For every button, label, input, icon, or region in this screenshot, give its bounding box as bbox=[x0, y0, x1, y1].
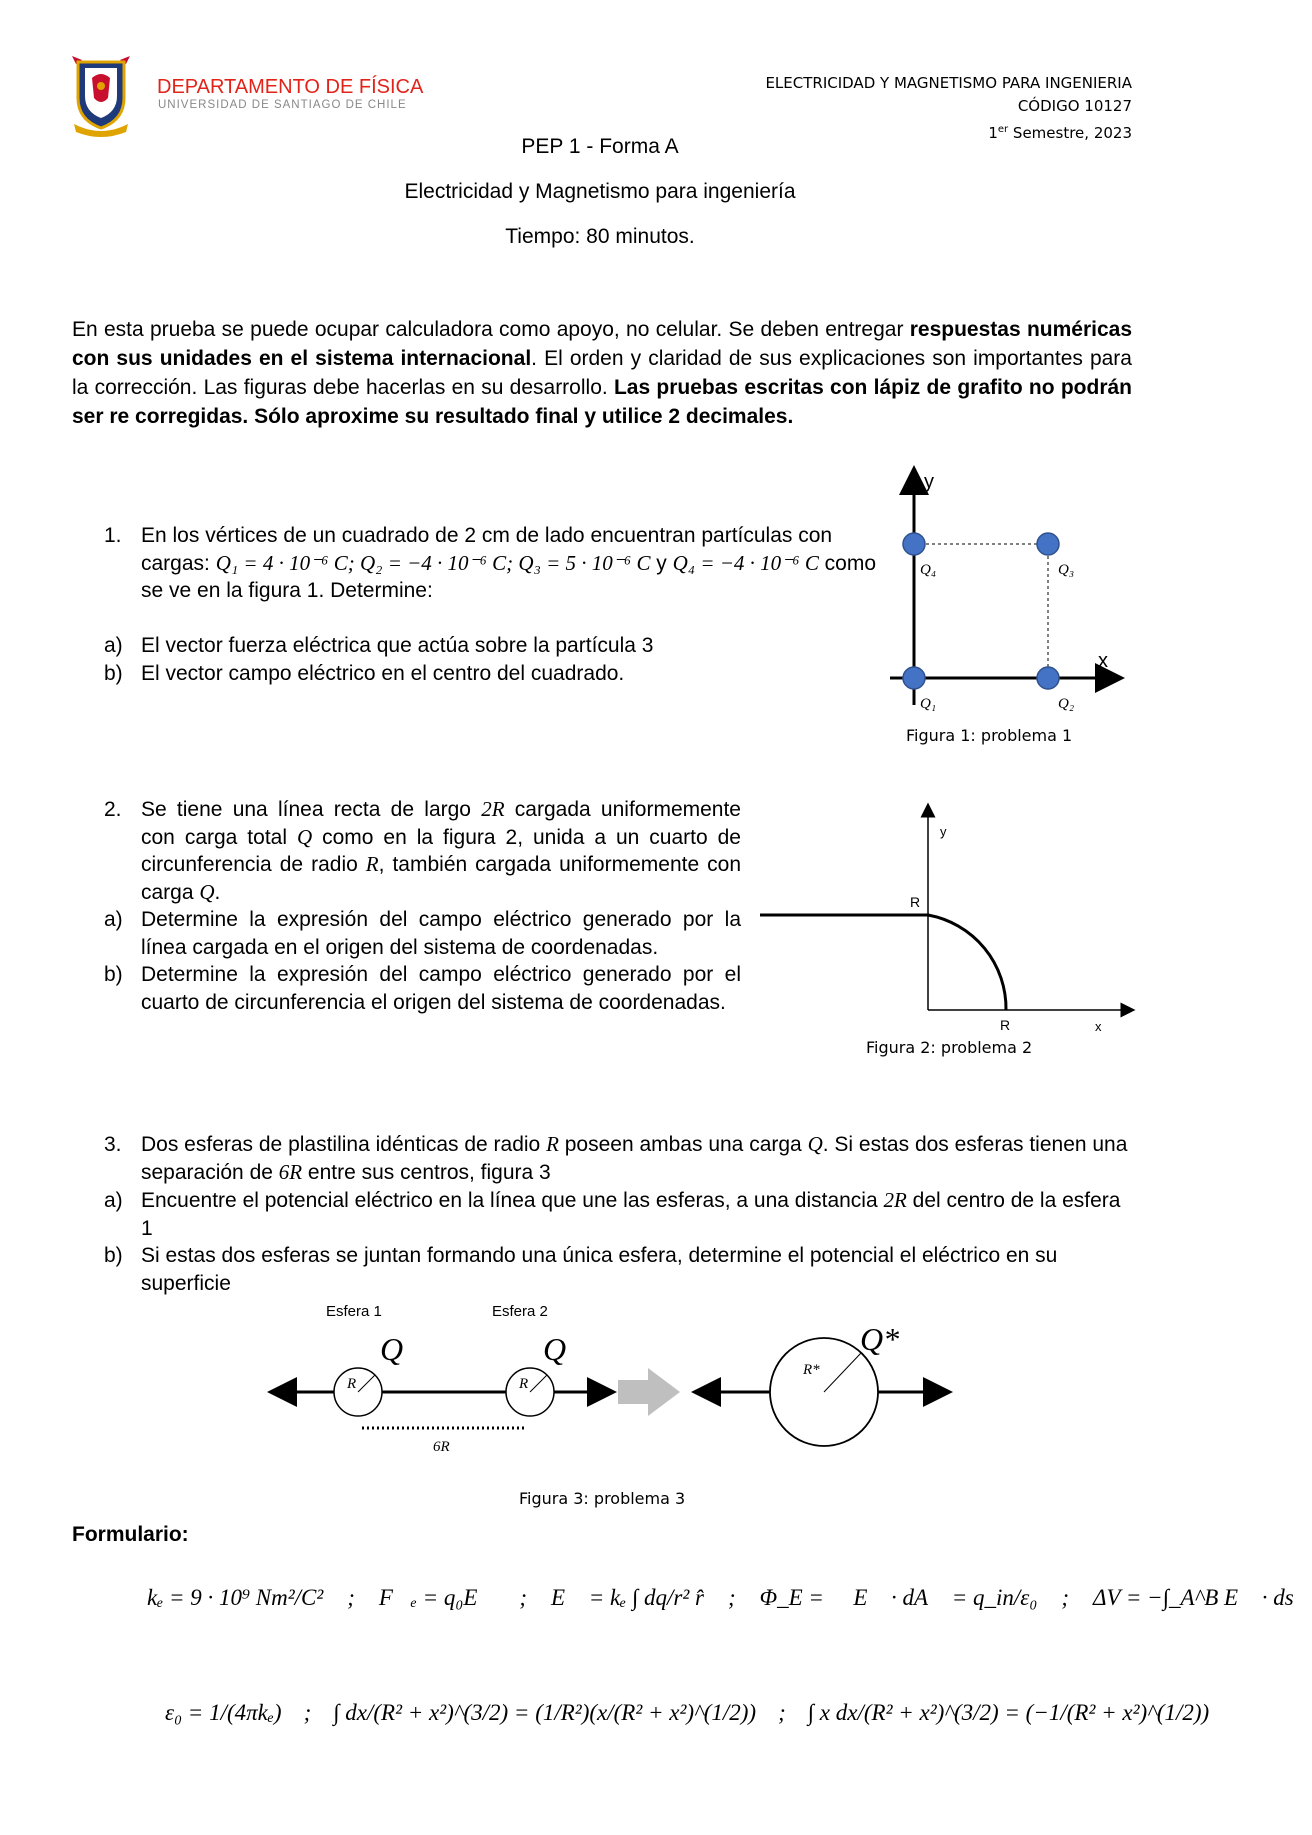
problem2-a-label: a) bbox=[104, 908, 123, 931]
formula-eps0: ε₀ = 1/(4πkₑ) bbox=[165, 1700, 282, 1725]
fig1-q4-label: Q₄ bbox=[920, 562, 937, 578]
instructions: En esta prueba se puede ocupar calculadora como apoyo, no celular. Se deben entregar respuestas numéricas con sus unidades en el sistema internacional. El orden y claridad de sus explicaciones son importantes para la corrección. Las figuras debe hacerlas en su desarrollo. Las pruebas escritas con lápiz de grafito no podrán ser re corregidas. Sólo aproxime su resultado final y utilice 2 decimales. bbox=[72, 318, 1132, 428]
exam-time: Tiempo: 80 minutos. bbox=[505, 225, 695, 248]
transformation-arrow-icon bbox=[618, 1368, 680, 1416]
sphere1-charge: Q bbox=[380, 1331, 404, 1367]
problem2-number: 2. bbox=[104, 798, 122, 821]
combined-charge: Q* bbox=[860, 1321, 900, 1357]
figure-1-caption: Figura 1: problema 1 bbox=[906, 726, 1073, 745]
formulario-title: Formulario: bbox=[72, 1523, 189, 1546]
fig1-y-label: y bbox=[924, 471, 934, 493]
fig2-r-x-label: R bbox=[1000, 1017, 1011, 1033]
charge-q1 bbox=[903, 667, 925, 689]
formula-force: F⃗ₑ = q₀E⃗ bbox=[378, 1585, 496, 1610]
charge-q4 bbox=[903, 533, 925, 555]
fig1-x-label: x bbox=[1098, 650, 1108, 672]
problem1-number: 1. bbox=[104, 524, 122, 547]
problem1-b-label: b) bbox=[104, 662, 123, 685]
fig1-q2-label: Q₂ bbox=[1058, 696, 1075, 712]
university-name: UNIVERSIDAD DE SANTIAGO DE CHILE bbox=[158, 99, 407, 111]
problem3-b-text: Si estas dos esferas se juntan formando una única esfera, determine el potencial el eléctrico en su superficie bbox=[141, 1244, 1058, 1295]
formula-integral-1: ∫ dx/(R² + x²)^(3/2) = (1/R²)(x/(R² + x²)^(1/2)) bbox=[333, 1700, 757, 1725]
sphere2-r: R bbox=[519, 1376, 529, 1392]
problem1-statement: En los vértices de un cuadrado de 2 cm de lado encuentran partículas con cargas: Q₁ = 4 · 10⁻⁶ C; Q₂ = −4 · 10⁻⁶ C; Q₃ = 5 · 10⁻⁶ C y Q₄ = −4 · 10⁻⁶ C como se ve en la figura 1. Determine: bbox=[141, 524, 877, 602]
formula-integral-2: ∫ x dx/(R² + x²)^(3/2) = (−1/(R² + x²)^(1/2)) bbox=[807, 1700, 1210, 1725]
problem2-b-text: Determine la expresión del campo eléctrico generado por el cuarto de circunferencia el origen del sistema de coordenadas. bbox=[141, 963, 741, 1014]
exam-subject: Electricidad y Magnetismo para ingeniería bbox=[404, 180, 796, 203]
figure-3-caption: Figura 3: problema 3 bbox=[519, 1489, 686, 1508]
department-name: DEPARTAMENTO DE FÍSICA bbox=[157, 76, 424, 98]
figure-3 bbox=[270, 1298, 950, 1468]
charged-arc bbox=[928, 915, 1006, 1010]
formula-potential: ΔV = −∫_A^B E⃗ · ds⃗ bbox=[1093, 1585, 1312, 1610]
problem3-a-text: Encuentre el potencial eléctrico en la línea que une las esferas, a una distancia 2R del centro de la esfera 1 bbox=[141, 1188, 1121, 1240]
problem3-number: 3. bbox=[104, 1133, 122, 1156]
fig1-q1-label: Q₁ bbox=[920, 696, 937, 712]
figure-2-caption: Figura 2: problema 2 bbox=[866, 1038, 1033, 1057]
charge-q2 bbox=[1037, 667, 1059, 689]
course-title: ELECTRICIDAD Y MAGNETISMO PARA INGENIERIA bbox=[765, 74, 1132, 92]
problem3-b-label: b) bbox=[104, 1244, 123, 1267]
problem1-b-text: El vector campo eléctrico en el centro del cuadrado. bbox=[141, 662, 625, 685]
university-crest-icon bbox=[70, 54, 132, 136]
problem2-b-label: b) bbox=[104, 963, 123, 986]
figure-2 bbox=[758, 800, 1138, 1040]
university-logo bbox=[70, 54, 132, 141]
problem1-a-text: El vector fuerza eléctrica que actúa sobre la partícula 3 bbox=[141, 634, 654, 657]
exam-title: PEP 1 - Forma A bbox=[521, 135, 679, 158]
sphere2-label: Esfera 2 bbox=[492, 1303, 548, 1320]
formula-field: E⃗ = kₑ ∫ dq/r² r̂ bbox=[551, 1585, 704, 1610]
sphere1-r: R bbox=[347, 1376, 357, 1392]
problem2-a-text: Determine la expresión del campo eléctrico generado por la línea cargada en el origen del sistema de coordenadas. bbox=[141, 908, 741, 959]
fig1-q3-label: Q₃ bbox=[1058, 562, 1075, 578]
combined-r: R* bbox=[803, 1362, 820, 1378]
figure-1 bbox=[880, 470, 1120, 720]
formula-flux: Φ_E = ∮ E⃗ · dA⃗ = q_in/ε₀ bbox=[759, 1585, 1038, 1610]
charge-q3 bbox=[1037, 533, 1059, 555]
problem3-a-label: a) bbox=[104, 1189, 123, 1212]
sphere1-label: Esfera 1 bbox=[326, 1303, 382, 1320]
distance-label: 6R bbox=[433, 1439, 450, 1455]
formula-ke: kₑ = 9 · 10⁹ Nm²/C² bbox=[147, 1585, 324, 1610]
problem2-statement: Se tiene una línea recta de largo 2R cargada uniformemente con carga total Q como en la figura 2, unida a un cuarto de circunferencia de radio R, también cargada uniformemente con carga Q. bbox=[141, 797, 741, 904]
formula-line-2: ε₀ = 1/(4πkₑ) ; ∫ dx/(R² + x²)^(3/2) = (1/R²)(x/(R² + x²)^(1/2)) ; ∫ x dx/(R² + x²)^(3/2) = (−1/(R² + x²)^(1/2)) bbox=[165, 1700, 1210, 1725]
fig2-r-y-label: R bbox=[910, 894, 921, 910]
sphere2-charge: Q bbox=[543, 1331, 567, 1367]
fig2-y-label: y bbox=[940, 824, 947, 839]
formula-line-1: kₑ = 9 · 10⁹ Nm²/C² ; F⃗ₑ = q₀E⃗ ; E⃗ = kₑ ∫ dq/r² r̂ ; Φ_E = ∮ E⃗ · dA⃗ = q_in/ε₀ ; ΔV = −∫_A^B E⃗ · ds⃗ bbox=[147, 1585, 1312, 1610]
fig2-x-label: x bbox=[1095, 1019, 1102, 1034]
course-code: CÓDIGO 10127 bbox=[1017, 97, 1132, 115]
semester: 1er Semestre, 2023 bbox=[988, 124, 1132, 142]
problem3-statement: Dos esferas de plastilina idénticas de radio R poseen ambas una carga Q. Si estas dos esferas tienen una separación de 6R entre sus centros, figura 3 bbox=[141, 1132, 1128, 1184]
problem1-a-label: a) bbox=[104, 634, 123, 657]
